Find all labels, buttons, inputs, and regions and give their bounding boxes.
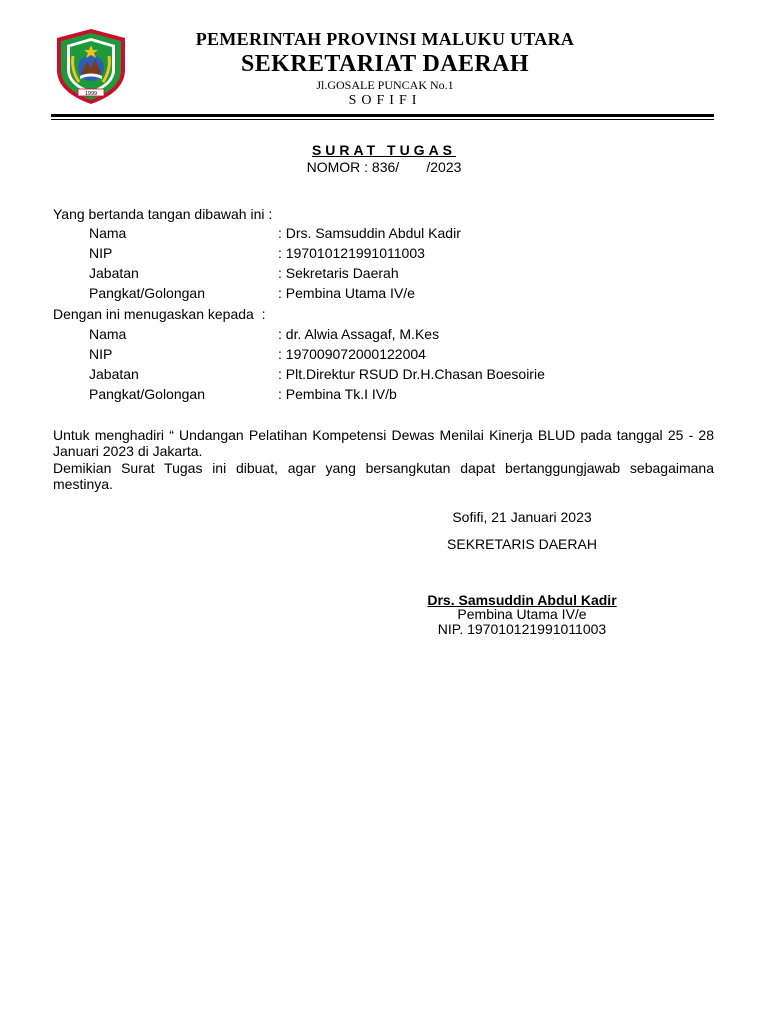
signature-position: SEKRETARIS DAERAH [447, 536, 597, 552]
field-label: Jabatan [89, 366, 139, 382]
signature-name: Drs. Samsuddin Abdul Kadir [427, 592, 617, 608]
field-value: : 197010121991011003 [278, 245, 425, 261]
field-label: Nama [89, 326, 127, 342]
document-title: SURAT TUGAS [311, 142, 457, 158]
field-label: Jabatan [89, 265, 139, 281]
signer-row [0, 223, 768, 243]
field-value: : Plt.Direktur RSUD Dr.H.Chasan Boesoirie [278, 366, 545, 382]
closing-paragraph: Demikian Surat Tugas ini dibuat, agar yang bersangkutan dapat bertanggungjawab sebagaimana mestinya. [53, 460, 714, 492]
field-label: Nama [89, 225, 127, 241]
field-value: : Drs. Samsuddin Abdul Kadir [278, 225, 461, 241]
signer-row [0, 243, 768, 263]
signer-row [0, 283, 768, 303]
field-value: : 197009072000122004 [278, 346, 426, 362]
document-number: NOMOR : 836/ /2023 [306, 159, 462, 175]
letterhead [130, 28, 640, 110]
logo-year: 1999 [84, 91, 98, 97]
provincial-emblem-logo [51, 26, 131, 106]
field-value: : dr. Alwia Assagaf, M.Kes [278, 326, 440, 342]
field-value: : Sekretaris Daerah [278, 265, 399, 281]
field-value: : Pembina Tk.I IV/b [278, 386, 397, 402]
intro-text: Yang bertanda tangan dibawah ini : [53, 206, 273, 222]
field-label: Pangkat/Golongan [89, 386, 205, 402]
field-value: : Pembina Utama IV/e [278, 285, 415, 301]
purpose-paragraph: Untuk menghadiri “ Undangan Pelatihan Kompetensi Dewas Menilai Kinerja BLUD pada tanggal 25 - 28 Januari 2023 di Jakarta. [53, 427, 714, 459]
assignee-row [0, 364, 768, 384]
letterhead-rule-thin [51, 119, 714, 120]
field-label: Pangkat/Golongan [89, 285, 205, 301]
field-label: NIP [89, 245, 113, 261]
letterhead-government: PEMERINTAH PROVINSI MALUKU UTARA [195, 29, 575, 49]
signature-rank: Pembina Utama IV/e [457, 606, 587, 622]
letterhead-address: Jl.GOSALE PUNCAK No.1 [316, 78, 454, 92]
signature-nip: NIP. 197010121991011003 [437, 621, 607, 637]
letterhead-rule-thick [51, 114, 714, 117]
assignee-row [0, 344, 768, 364]
letterhead-office: SEKRETARIAT DAERAH [241, 51, 529, 77]
signature-place-date: Sofifi, 21 Januari 2023 [452, 509, 592, 525]
field-label: NIP [89, 346, 113, 362]
signer-row [0, 263, 768, 283]
assignee-row [0, 384, 768, 404]
assign-intro-text: Dengan ini menugaskan kepada : [53, 306, 266, 322]
assignee-row [0, 324, 768, 344]
letterhead-city: SOFIFI [348, 93, 422, 108]
